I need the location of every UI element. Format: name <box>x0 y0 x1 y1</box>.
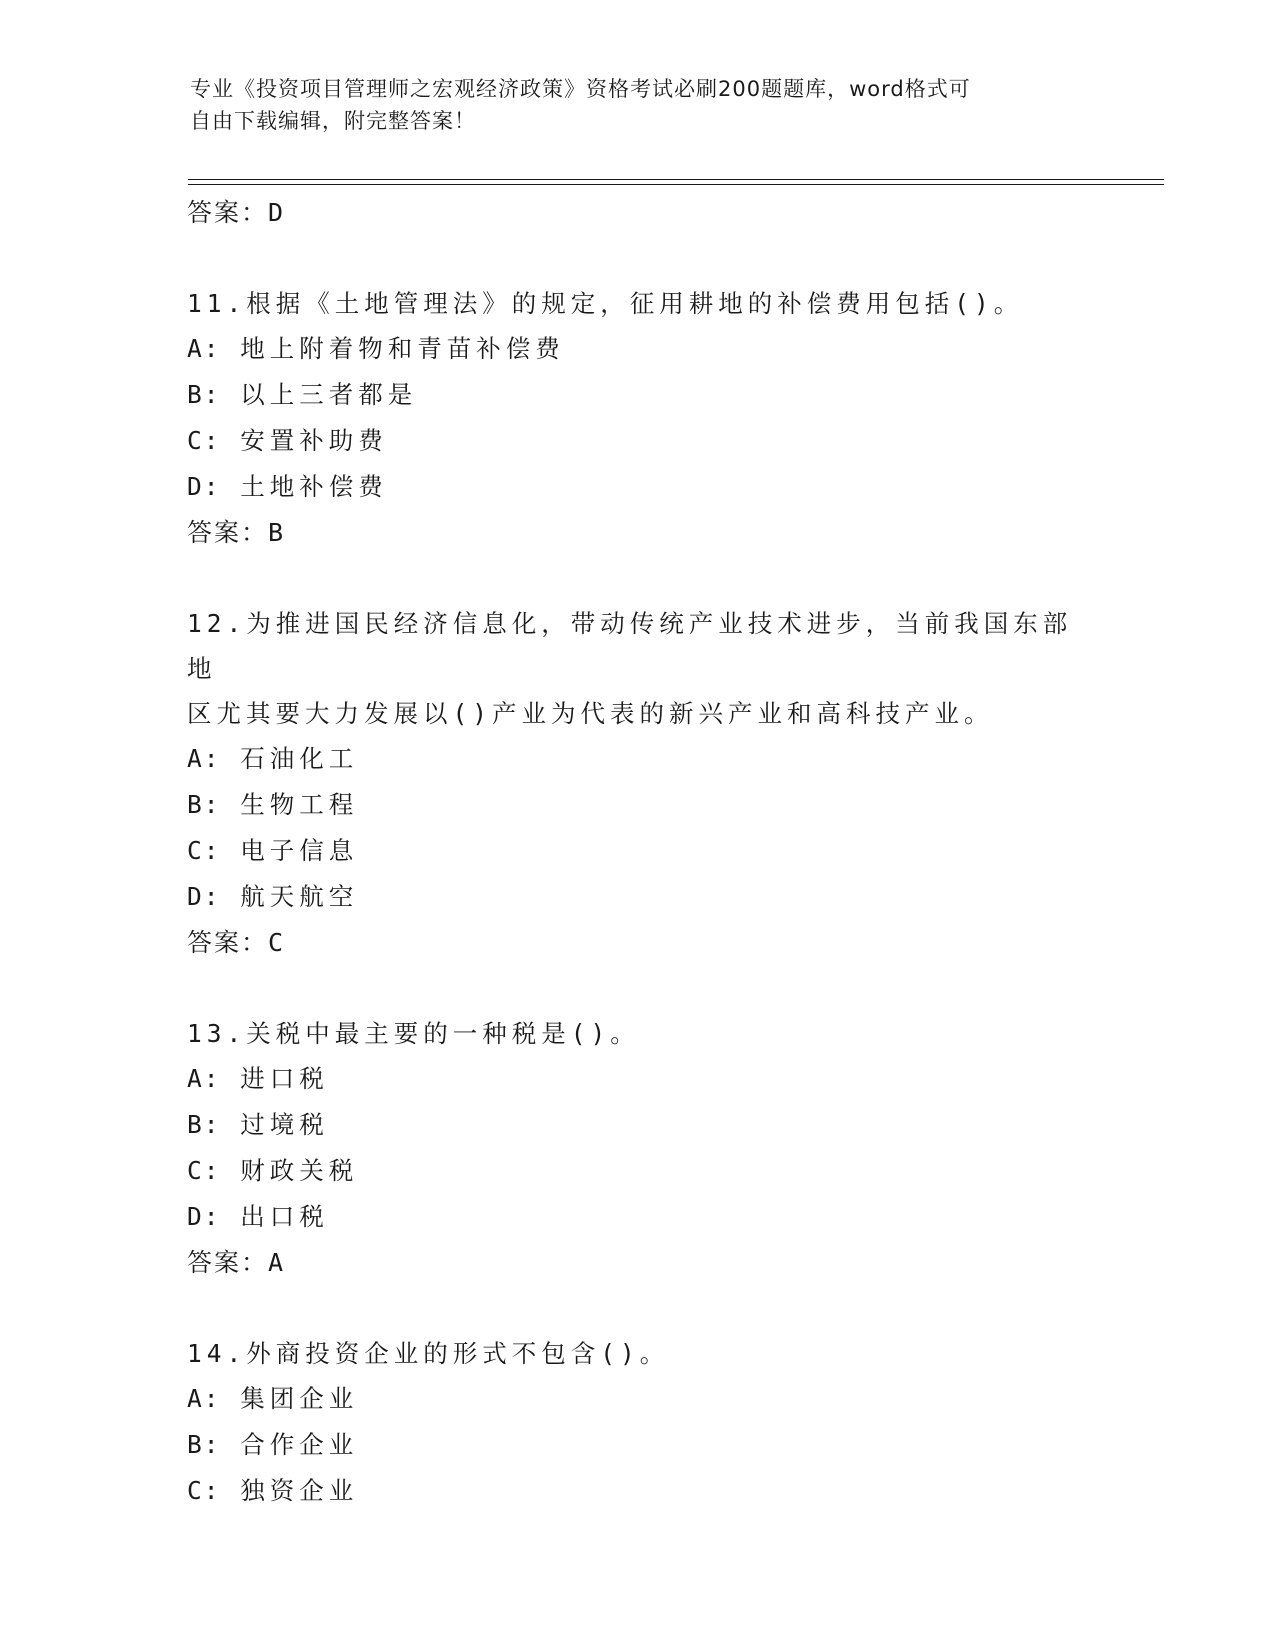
option-letter: B: <box>187 790 221 819</box>
option-text: 安置补助费 <box>240 426 388 455</box>
question-list <box>187 190 1087 1514</box>
page-header <box>190 73 1090 137</box>
option-letter: D: <box>187 882 221 911</box>
answer-line <box>187 190 1087 236</box>
question-spacer <box>187 556 1087 601</box>
header-line-1: 专业《投资项目管理师之宏观经济政策》资格考试必刷200题题库，word格式可 <box>190 77 971 101</box>
answer-line <box>187 510 1087 556</box>
answer-value: A <box>268 1248 286 1277</box>
option-text: 过境税 <box>240 1110 329 1139</box>
option-letter: B: <box>187 380 221 409</box>
option-letter: C: <box>187 1156 221 1185</box>
option-letter: C: <box>187 836 221 865</box>
option-text: 电子信息 <box>240 836 359 865</box>
option-item <box>187 1422 1087 1468</box>
option-text: 以上三者都是 <box>240 380 418 409</box>
option-item <box>187 1468 1087 1514</box>
answer-label: 答案： <box>187 928 269 957</box>
option-item <box>187 874 1087 920</box>
question-text: 12.为推进国民经济信息化，带动传统产业技术进步，当前我国东部地 <box>187 609 1073 683</box>
question-spacer <box>187 1286 1087 1331</box>
header-line-2: 自由下载编辑，附完整答案！ <box>190 109 476 133</box>
question-text: 13.关税中最主要的一种税是()。 <box>187 1019 640 1048</box>
option-letter: C: <box>187 1476 221 1505</box>
questions-container <box>187 236 1087 1514</box>
option-item <box>187 418 1087 464</box>
option-text: 土地补偿费 <box>240 472 388 501</box>
option-text: 石油化工 <box>240 744 359 773</box>
option-item <box>187 1148 1087 1194</box>
question-text: 11.根据《土地管理法》的规定，征用耕地的补偿费用包括()。 <box>187 289 1024 318</box>
option-text: 进口税 <box>240 1064 329 1093</box>
option-text: 独资企业 <box>240 1476 359 1505</box>
option-text: 生物工程 <box>240 790 359 819</box>
option-item <box>187 1102 1087 1148</box>
question-spacer <box>187 236 1087 281</box>
option-text: 航天航空 <box>240 882 359 911</box>
answer-value: C <box>268 928 286 957</box>
question-text: 区尤其要大力发展以()产业为代表的新兴产业和高科技产业。 <box>187 699 994 728</box>
option-text: 地上附着物和青苗补偿费 <box>240 334 565 363</box>
option-letter: A: <box>187 1064 221 1093</box>
option-item <box>187 828 1087 874</box>
option-letter: A: <box>187 334 221 363</box>
question-text: 14.外商投资企业的形式不包含()。 <box>187 1339 670 1368</box>
answer-label: 答案： <box>187 518 269 547</box>
option-item <box>187 1194 1087 1240</box>
header-divider-top <box>188 179 1164 180</box>
option-text: 集团企业 <box>240 1384 359 1413</box>
answer-line <box>187 920 1087 966</box>
option-item <box>187 1056 1087 1102</box>
option-letter: C: <box>187 426 221 455</box>
option-item <box>187 464 1087 510</box>
header-divider-bottom <box>188 184 1164 185</box>
option-letter: B: <box>187 1110 221 1139</box>
answer-line <box>187 1240 1087 1286</box>
option-letter: D: <box>187 472 221 501</box>
question-block <box>187 1286 1087 1514</box>
option-letter: A: <box>187 744 221 773</box>
option-text: 财政关税 <box>240 1156 359 1185</box>
answer-value: B <box>268 518 286 547</box>
option-text: 合作企业 <box>240 1430 359 1459</box>
answer-label: 答案： <box>187 198 269 227</box>
question-spacer <box>187 966 1087 1011</box>
question-block <box>187 966 1087 1286</box>
option-text: 出口税 <box>240 1202 329 1231</box>
question-block <box>187 236 1087 556</box>
option-item <box>187 372 1087 418</box>
option-letter: A: <box>187 1384 221 1413</box>
option-item <box>187 326 1087 372</box>
answer-label: 答案： <box>187 1248 269 1277</box>
question-block <box>187 556 1087 966</box>
option-item <box>187 1376 1087 1422</box>
option-item <box>187 736 1087 782</box>
answer-value: D <box>268 198 286 227</box>
option-item <box>187 782 1087 828</box>
option-letter: D: <box>187 1202 221 1231</box>
option-letter: B: <box>187 1430 221 1459</box>
